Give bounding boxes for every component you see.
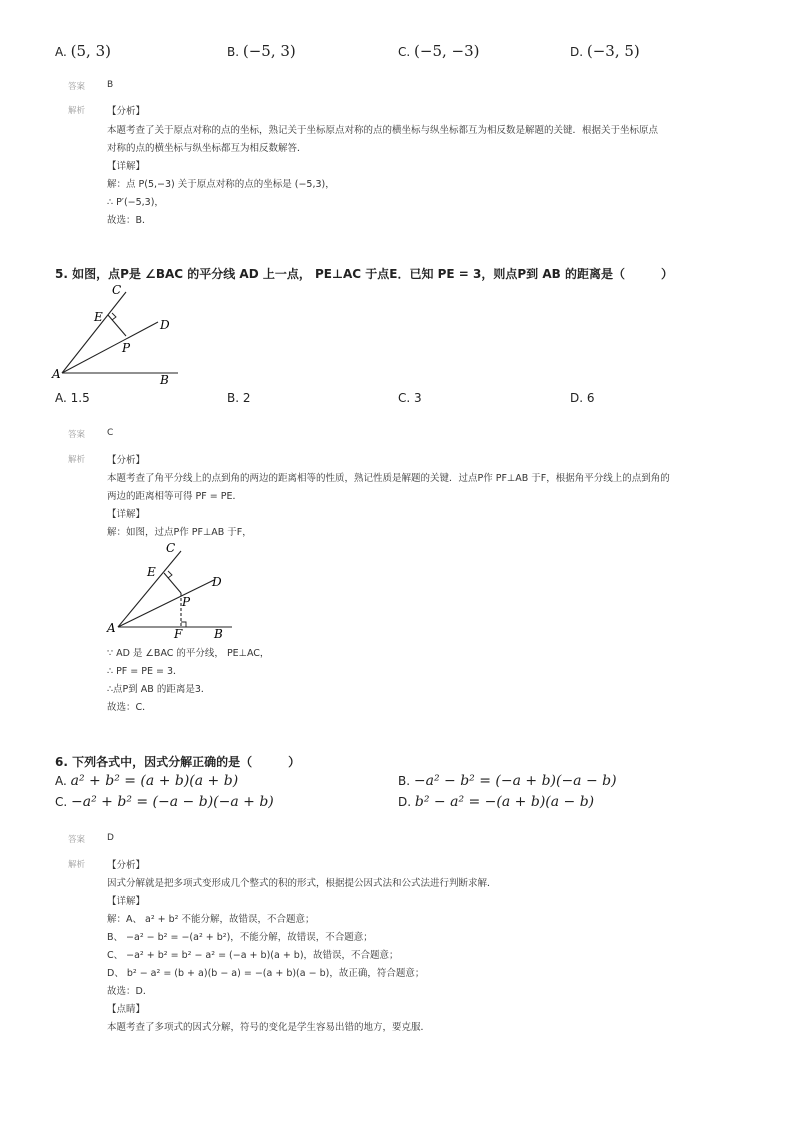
segment-pe	[108, 315, 126, 336]
sol-label-p: P	[182, 595, 191, 609]
q4-option-a[interactable]: A. (5, 3)	[55, 42, 111, 60]
q4-xiangjie-header: 【详解】	[107, 161, 146, 172]
sol-right-angle-mark-e	[168, 571, 172, 578]
q5-fenxi-text-2: 两边的距离相等可得 PF = PE．	[107, 491, 242, 502]
sol-segment-pe	[164, 573, 181, 593]
q4-option-c[interactable]: C. (−5, −3)	[398, 42, 480, 60]
q6-option-c[interactable]: C. −a² + b² = (−a − b)(−a + b)	[55, 794, 274, 810]
q4-fenxi-text-1: 本题考查了关于原点对称的点的坐标，熟记关于坐标原点对称的点的横坐标与纵坐标都互为相反数是解题的关键．根据关于坐标原点	[107, 125, 659, 136]
ray-ac	[62, 292, 126, 373]
q5-step-2: ∵ AD 是 ∠BAC 的平分线， PE⊥AC，	[107, 648, 270, 659]
q4-step-2: ∴ P′(−5,3)，	[107, 197, 164, 208]
q6-dianjing-text: 本题考查了多项式的因式分解，符号的变化是学生容易出错的地方，要克服．	[107, 1022, 431, 1033]
q4-fenxi-text-2: 对称的点的横坐标与纵坐标都互为相反数解答．	[107, 143, 307, 154]
q6-option-a[interactable]: A. a² + b² = (a + b)(a + b)	[55, 773, 239, 789]
label-p: P	[122, 341, 131, 355]
sol-label-c: C	[166, 541, 176, 555]
q5-option-c[interactable]: C. 3	[398, 391, 422, 405]
label-e: E	[94, 310, 103, 324]
q5-answer-label: 答案	[68, 430, 86, 440]
q5-step-4: ∴点P到 AB 的距离是3．	[107, 684, 211, 695]
q6-step-4: D、 b² − a² = (b + a)(b − a) = −(a + b)(a − b)，故正确，符合题意；	[107, 968, 425, 979]
q5-title: 5. 如图，点P是 ∠BAC 的平分线 AD 上一点， PE⊥AC 于点E．已知 PE = 3，则点P到 AB 的距离是（ ）	[55, 267, 673, 281]
q5-fenxi-header: 【分析】	[107, 455, 146, 466]
q4-answer-value: B	[107, 80, 114, 90]
q6-dianjing-header: 【点睛】	[107, 1004, 146, 1015]
q6-step-2: B、 −a² − b² = −(a² + b²)，不能分解，故错误，不合题意；	[107, 932, 373, 943]
q4-analysis-label: 解析	[68, 106, 86, 116]
q5-option-a[interactable]: A. 1.5	[55, 391, 90, 405]
right-angle-mark-e	[112, 313, 116, 320]
sol-ray-ad	[118, 580, 214, 627]
label-a: A	[52, 367, 61, 381]
q6-analysis-label: 解析	[68, 860, 86, 870]
sol-label-f: F	[174, 627, 183, 641]
ray-ad	[62, 322, 158, 373]
q6-option-d[interactable]: D. b² − a² = −(a + b)(a − b)	[398, 794, 595, 810]
q6-option-b[interactable]: B. −a² − b² = (−a + b)(−a − b)	[398, 773, 617, 789]
sol-ray-ac	[118, 551, 181, 627]
q6-step-3: C、 −a² + b² = b² − a² = (−a + b)(a + b)，故错误，不合题意；	[107, 950, 399, 961]
q6-step-5: 故选：D．	[107, 986, 153, 997]
q5-fenxi-text-1: 本题考查了角平分线上的点到角的两边的距离相等的性质，熟记性质是解题的关键．过点P作 PF⊥AB 于F，根据角平分线上的点到角的	[107, 473, 670, 484]
q4-answer-label: 答案	[68, 82, 86, 92]
q5-step-3: ∴ PF = PE = 3．	[107, 666, 183, 677]
q4-step-1: 解：点 P(5,−3) 关于原点对称的点的坐标是 (−5,3)，	[107, 179, 335, 190]
sol-label-d: D	[212, 575, 222, 589]
q5-analysis-label: 解析	[68, 455, 86, 465]
q5-solution-figure	[104, 536, 238, 644]
q5-option-d[interactable]: D. 6	[570, 391, 595, 405]
q4-step-3: 故选：B．	[107, 215, 152, 226]
q6-fenxi-text-1: 因式分解就是把多项式变形成几个整式的积的形式，根据提公因式法和公式法进行判断求解．	[107, 878, 497, 889]
q6-fenxi-header: 【分析】	[107, 860, 146, 871]
label-c: C	[112, 283, 122, 297]
q5-xiangjie-header: 【详解】	[107, 509, 146, 520]
q6-answer-label: 答案	[68, 835, 86, 845]
q4-option-d[interactable]: D. (−3, 5)	[570, 42, 640, 60]
q6-xiangjie-header: 【详解】	[107, 896, 146, 907]
q5-step-1: 解：如图，过点P作 PF⊥AB 于F，	[107, 527, 252, 538]
label-d: D	[160, 318, 170, 332]
q5-answer-value: C	[107, 428, 114, 438]
q5-option-b[interactable]: B. 2	[227, 391, 251, 405]
sol-label-b: B	[214, 627, 223, 641]
q6-step-1: 解：A、 a² + b² 不能分解，故错误，不合题意；	[107, 914, 315, 925]
q5-step-5: 故选：C．	[107, 702, 152, 713]
q4-option-b[interactable]: B. (−5, 3)	[227, 42, 296, 60]
q6-title: 6. 下列各式中，因式分解正确的是（ ）	[55, 755, 301, 769]
label-b: B	[160, 373, 169, 387]
q4-fenxi-header: 【分析】	[107, 106, 146, 117]
q6-answer-value: D	[107, 833, 114, 843]
q5-figure	[50, 280, 190, 390]
sol-label-a: A	[107, 621, 116, 635]
sol-label-e: E	[147, 565, 156, 579]
